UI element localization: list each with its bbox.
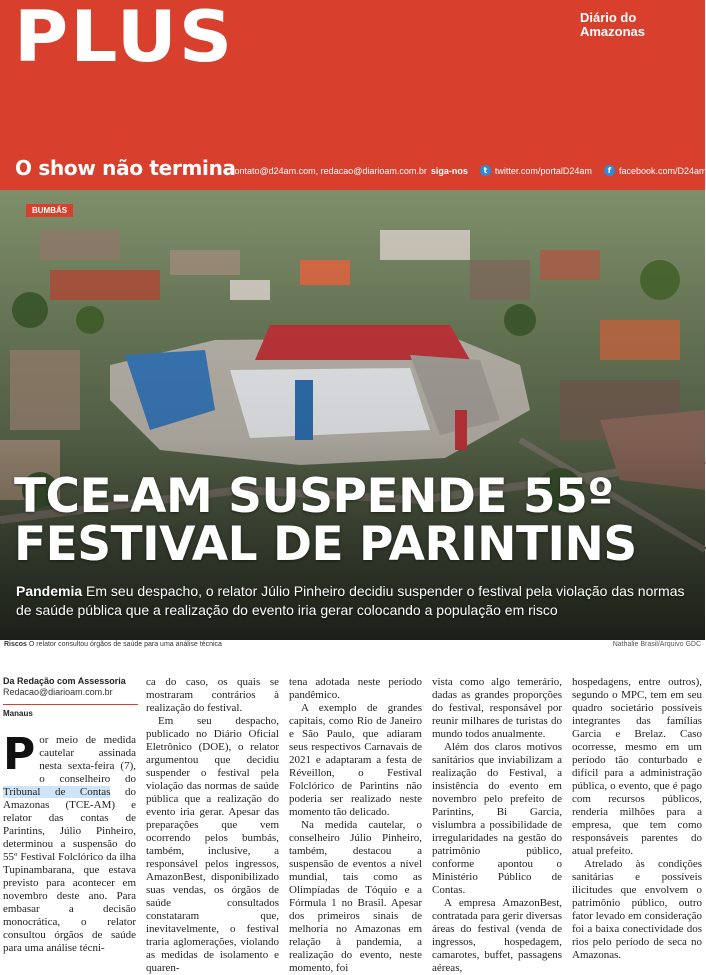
byline-divider [3,704,138,705]
plus-logo: PLUS [14,0,235,78]
highlighted-text: Tribunal de Contas [3,786,111,798]
follow-label: siga-nos [430,165,468,176]
photo-credit: Nathalie Brasil/Arquivo GDC [612,641,701,648]
caption-text: O relator consultou órgãos de saúde para uma análise técnica [26,641,222,648]
paragraph: vista como algo temerário, dadas as grandes proporções do festival, responsável por reunir milhares de turistas do mundo todos anualmente. [432,676,562,740]
column-4 [432,676,562,975]
lead-photo [0,190,705,640]
brand-line-1: Diário do [579,10,637,25]
paragraph: Em seu despacho, publicado no Diário Oficial Eletrônico (DOE), o relator argumentou que decidiu suspender o festival pela violação das normas de saúde pública que a realização do evento iria gerar. Apesar das preparações que vem ocorrendo pelos bumbás, também, inclusive, a responsável pelos ingressos, AmazonBest, disponibilizado suas vendas, os órgãos de saúde consultados constataram que, inevitavelmente, o festival traria aglomerações, violando as medidas de isolamento e quaren- [146,715,279,974]
deck-text: Em seu despacho, o relator Júlio Pinheiro decidiu suspender o festival pela violação das normas de saúde pública que a realização do evento iria gerar colocando a população em risco [16,583,685,618]
paragraph: tena adotada neste período pandêmico. [289,676,422,701]
headline-line-1: TCE-AM SUSPENDE 55º [14,469,614,524]
twitter-icon: t [480,165,491,176]
masthead [0,0,705,190]
section-tag: BUMBÁS [26,204,73,217]
paragraph: Atrelado às condições sanitárias e possíveis ilicitudes que envolvem o patrimônio público, outro fator levado em consideração foi a baixa conectividade dos rios pelo período de seca no Amazonas. [572,858,702,961]
twitter-link[interactable] [480,165,592,176]
headline-line-2: FESTIVAL DE PARINTINS [14,517,637,572]
facebook-link[interactable] [604,165,706,176]
section-tagline: O show não termina [15,156,236,180]
column-3 [289,676,422,975]
newspaper-brand [580,11,645,39]
column-2 [146,676,279,975]
byline-email[interactable]: Redacao@diarioam.com.br [3,687,113,697]
deck [16,582,696,620]
paragraph: Além dos claros motivos sanitários que inviabilizam a realização do Festival, a insistência do evento em novembro pelo prefeito de Parintins, Bi Garcia, vislumbra a possibilidade de irregularidades na gestão do patrimônio público, conforme apontou o Ministério Público de Contas. [432,741,562,896]
paragraph: ca do caso, os quais se mostraram contrários à realização do festival. [146,676,279,714]
facebook-icon: f [604,165,615,176]
paragraph: hospedagens, entre outros), segundo o MPC, tem em seu quadro societário possíveis integrantes das famílias Garcia e Brelaz. Caso ocorresse, mesmo em um período tão conturbado e difícil para a administração pública, o evento, que é pago com recursos públicos, renderia milhões para a empresa, que tem como responsáveis parentes do atual prefeito. [572,676,702,857]
photo-caption [4,641,701,653]
twitter-handle: twitter.com/portalD24am [494,165,592,176]
aerial-photo-illustration [0,190,705,640]
column-1 [3,729,137,955]
contact-bar [230,165,706,176]
paragraph: Por meio de medida cautelar assinada nesta sexta-feira (7), o conselheiro do Tribunal de Contas do Amazonas (TCE-AM) e relator das contas de Parintins, Júlio Pinheiro, determinou a suspensão do 55º Festival Folclórico da ilha Tupinambarana, que estava previsto para acontecer em novembro deste ano. Para embasar a decisão monocrática, o relator consultou órgãos de saúde para uma análise técni- [3,729,137,954]
column-5 [572,676,702,962]
drop-cap: P [3,729,36,780]
dateline: Manaus [3,709,33,718]
byline-name: Da Redação com Assessoria [3,676,126,686]
headline [14,469,704,572]
contact-emails[interactable]: contato@d24am.com, redacao@diarioam.com.br [230,165,427,176]
caption-lead: Riscos [4,641,27,648]
facebook-handle: facebook.com/D24am [618,165,706,176]
paragraph: A exemplo de grandes capitais, como Rio de Janeiro e São Paulo, que adiaram seus respectivos Carnavais de 2021 e adaptaram a festa de Réveillon, o Festival Folclórico de Parintins não poderia ser realizado neste momento tão delicado. [289,702,422,818]
paragraph: Na medida cautelar, o conselheiro Júlio Pinheiro, também, destacou a suspensão de eventos a nível mundial, tais como as Olimpíadas de Tóquio e a Fórmula 1 no Brasil. Apesar dos primeiros sinais de melhoria no Amazonas em relação à pandemia, a realização do evento, neste momento, foi [289,819,422,974]
byline [3,676,138,719]
paragraph: A empresa AmazonBest, contratada para gerir diversas áreas do festival (venda de ingressos, hospedagem, camarotes, buffet, passagens aéreas, [432,897,562,974]
brand-line-2: Amazonas [579,24,645,39]
deck-lead: Pandemia [16,583,83,599]
